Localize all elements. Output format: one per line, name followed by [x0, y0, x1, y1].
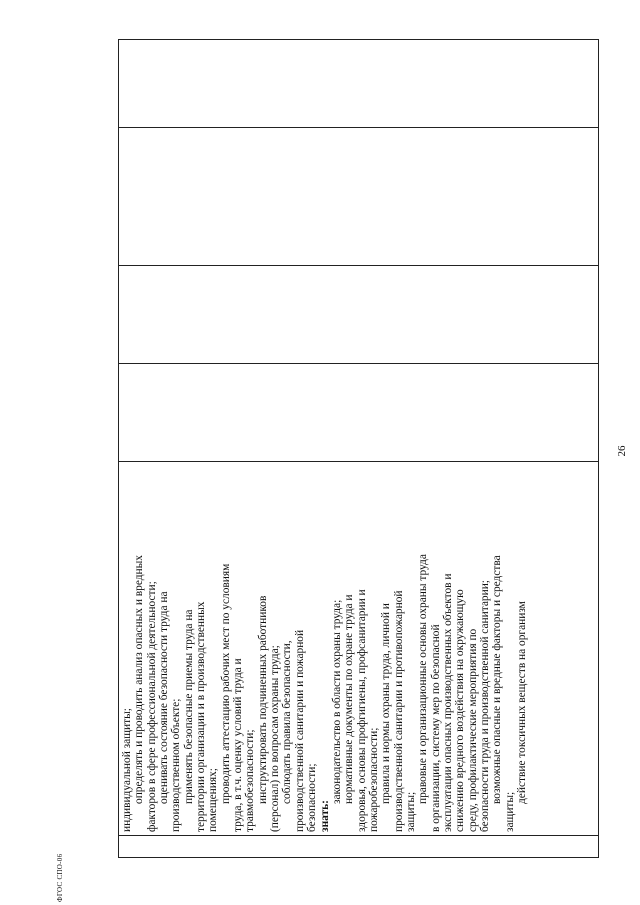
text-line: правила и нормы охраны труда, личной и: [380, 603, 393, 804]
text-line: здоровья, основы профгигиены, профсанитарии и: [355, 589, 368, 832]
text-line: территории организации и в производственных: [195, 601, 208, 832]
text-line: индивидуальной защиты;: [121, 708, 133, 832]
text-line: нормативные документы по охране труда и: [343, 594, 356, 804]
footer-code: ФГОС СПО-06: [56, 853, 64, 902]
text-line: эксплуатации опасных производственных объектов и: [441, 573, 454, 832]
text-line: труда, в т.ч. оценку условий труда и: [232, 658, 245, 832]
empty-cell: [119, 40, 599, 128]
empty-cell: [119, 364, 599, 462]
text-line: защиты;: [404, 791, 417, 832]
competency-table: [118, 39, 599, 858]
description-text: [119, 462, 528, 835]
text-line: определять и проводить анализ опасных и вредных: [133, 555, 146, 804]
text-line: производственном объекте;: [170, 698, 183, 832]
empty-cell: [119, 266, 599, 364]
text-line: возможные опасные и вредные факторы и средства: [491, 555, 504, 804]
text-line: оценивать состояние безопасности труда на: [158, 591, 171, 804]
empty-cell: [119, 128, 599, 266]
text-line: применять безопасные приемы труда на: [182, 609, 195, 804]
page-number: 26: [616, 445, 628, 457]
text-line: снижению вредного воздействия на окружающую: [454, 589, 467, 832]
text-line: травмобезопасности;: [244, 729, 257, 832]
text-line: инструктировать подчиненных работников: [256, 595, 269, 804]
text-line: соблюдать правила безопасности,: [281, 640, 294, 804]
text-line: факторов в сфере профессиональной деятельности;: [145, 581, 158, 832]
text-line: помещениях;: [207, 768, 220, 832]
text-line: пожаробезопасности;: [367, 727, 380, 832]
text-line: (персонал) по вопросам охраны труда;: [269, 645, 282, 832]
text-line: среду, профилактические мероприятия по: [466, 628, 479, 832]
text-line: действие токсичных веществ на организм: [516, 601, 528, 804]
description-cell: [119, 462, 599, 836]
text-line: производственной санитарии и противопожарной: [392, 590, 405, 832]
text-line: правовые и организационные основы охраны труда: [417, 554, 430, 804]
text-line: производственной санитарии и пожарной: [293, 629, 306, 832]
text-line: законодательство в области охраны труда;: [330, 599, 343, 804]
text-line: в организации, систему мер по безопасной: [429, 624, 442, 832]
text-line: проводить аттестацию рабочих мест по условиям: [219, 563, 232, 804]
text-line: безопасности;: [306, 763, 319, 832]
text-line: защиты;: [503, 791, 516, 832]
text-line: безопасности труда и производственной санитарии;: [478, 580, 491, 832]
text-line: знать:: [318, 800, 331, 832]
table-row: [119, 40, 599, 858]
index-cell: [119, 836, 599, 858]
